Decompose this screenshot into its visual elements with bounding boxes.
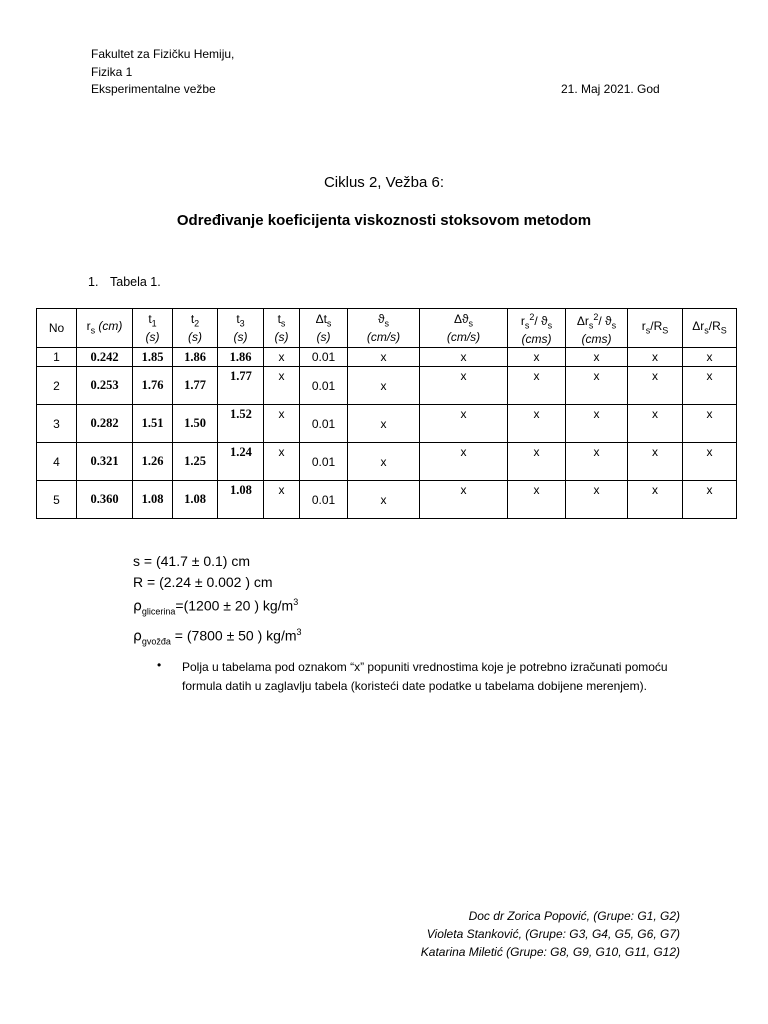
table-cell: x bbox=[348, 348, 420, 367]
distance-constant: s = (41.7 ± 0.1) cm bbox=[133, 553, 251, 569]
table-row bbox=[37, 367, 737, 405]
radius-constant: R = (2.24 ± 0.002 ) cm bbox=[133, 573, 273, 590]
bullet-icon: • bbox=[157, 658, 162, 672]
table-cell: 3 bbox=[37, 405, 77, 443]
table-cell: 2 bbox=[37, 367, 77, 405]
table-cell: 1.08 bbox=[218, 481, 264, 519]
section-number: 1. bbox=[88, 275, 99, 289]
table-cell: x bbox=[348, 481, 420, 519]
table-row bbox=[37, 405, 737, 443]
table-cell: 0.01 bbox=[300, 405, 348, 443]
section-label bbox=[88, 275, 161, 289]
table-body bbox=[37, 348, 737, 519]
table-cell: x bbox=[420, 348, 508, 367]
table-cell: 1 bbox=[37, 348, 77, 367]
glycerin-density: $\rho_{glicerina}=(1200 \pm 20$ ) $kg/m^3$ bbox=[133, 597, 299, 617]
table-cell: 4 bbox=[37, 443, 77, 481]
table-cell: 0.360 bbox=[77, 481, 133, 519]
table-cell: 1.77 bbox=[218, 367, 264, 405]
table-cell: x bbox=[348, 405, 420, 443]
table-cell: x bbox=[508, 405, 566, 443]
signatures-block bbox=[421, 907, 680, 961]
table-cell: x bbox=[420, 443, 508, 481]
table-cell: 1.86 bbox=[173, 348, 218, 367]
signature-line: Doc dr Zorica Popović, (Grupe: G1, G2) bbox=[468, 909, 680, 923]
section-title: Tabela 1. bbox=[110, 275, 161, 289]
table-cell: 0.282 bbox=[77, 405, 133, 443]
faculty-name: Fakultet za Fizičku Hemiju, bbox=[91, 47, 235, 61]
column-header: $\Delta t_s$ (s) bbox=[300, 309, 348, 348]
table-cell: x bbox=[420, 405, 508, 443]
table-cell: x bbox=[683, 348, 737, 367]
table-row bbox=[37, 481, 737, 519]
table-row bbox=[37, 443, 737, 481]
column-header: $t_s$ (s) bbox=[264, 309, 300, 348]
table-cell: 0.01 bbox=[300, 348, 348, 367]
table-cell: x bbox=[683, 443, 737, 481]
table-cell: 1.08 bbox=[173, 481, 218, 519]
instruction-note bbox=[160, 658, 672, 696]
table-cell: x bbox=[566, 405, 628, 443]
column-header: No bbox=[37, 309, 77, 348]
table-cell: x bbox=[683, 405, 737, 443]
table-cell: x bbox=[683, 367, 737, 405]
measurement-table bbox=[36, 308, 737, 519]
constants-block bbox=[133, 551, 302, 652]
table-cell: 5 bbox=[37, 481, 77, 519]
table-header-row bbox=[37, 309, 737, 348]
cycle-title: Ciklus 2, Vežba 6: bbox=[323, 174, 445, 191]
table-cell: 1.52 bbox=[218, 405, 264, 443]
document-header bbox=[91, 46, 234, 99]
table-cell: 1.25 bbox=[173, 443, 218, 481]
table-cell: x bbox=[508, 481, 566, 519]
column-header: $\Delta r_s^2/$ $ϑ_s$ (cms) bbox=[566, 309, 628, 348]
column-header: $r_s/R_S$ bbox=[628, 309, 683, 348]
table-cell: x bbox=[420, 481, 508, 519]
column-header: $t_1$ (s) bbox=[133, 309, 173, 348]
table-cell: x bbox=[566, 481, 628, 519]
table-cell: 1.50 bbox=[173, 405, 218, 443]
table-cell: x bbox=[264, 481, 300, 519]
table-cell: x bbox=[628, 405, 683, 443]
table-cell: 1.26 bbox=[133, 443, 173, 481]
table-cell: x bbox=[420, 367, 508, 405]
table-cell: 0.01 bbox=[300, 367, 348, 405]
course-name: Fizika 1 bbox=[91, 64, 133, 79]
table-cell: x bbox=[628, 348, 683, 367]
table-cell: x bbox=[566, 443, 628, 481]
iron-density: $\rho_{gvožđa} = (7800 \pm 50$ ) $kg/m^3$ bbox=[133, 626, 302, 647]
table-cell: x bbox=[628, 443, 683, 481]
table-cell: 1.24 bbox=[218, 443, 264, 481]
experiment-title: Određivanje koeficijenta viskoznosti stoksovom metodom bbox=[176, 212, 592, 229]
table-cell: x bbox=[628, 367, 683, 405]
column-header: $\Delta r_s/R_S$ bbox=[683, 309, 737, 348]
table-cell: 0.242 bbox=[77, 348, 133, 367]
table-cell: x bbox=[264, 348, 300, 367]
table-cell: x bbox=[508, 367, 566, 405]
document-date: 21. Maj 2021. God bbox=[561, 82, 660, 96]
table-cell: 1.77 bbox=[173, 367, 218, 405]
column-header: $t_3$ (s) bbox=[218, 309, 264, 348]
table-cell: 1.51 bbox=[133, 405, 173, 443]
table-cell: x bbox=[508, 443, 566, 481]
table-cell: x bbox=[566, 367, 628, 405]
table-row bbox=[37, 348, 737, 367]
signature-line: Violeta Stanković, (Grupe: G3, G4, G5, G6, G7) bbox=[426, 927, 680, 941]
table-cell: 1.08 bbox=[133, 481, 173, 519]
column-header: $t_2$ (s) bbox=[173, 309, 218, 348]
table-cell: x bbox=[566, 348, 628, 367]
table-cell: 1.86 bbox=[218, 348, 264, 367]
table-cell: x bbox=[348, 367, 420, 405]
signature-line: Katarina Miletić (Grupe: G8, G9, G10, G11, G12) bbox=[420, 945, 680, 959]
table-cell: x bbox=[508, 348, 566, 367]
exercise-type: Eksperimentalne vežbe bbox=[91, 82, 216, 96]
instruction-text: Polja u tabelama pod oznakom “x” popuniti vrednostima koje je potrebno izračunati pomoću formula datih u zaglavlju tabela (koristeći date podatke u tabelama dobijene merenjem). bbox=[182, 660, 668, 693]
table-cell: 1.85 bbox=[133, 348, 173, 367]
table-cell: x bbox=[348, 443, 420, 481]
column-header: $r_s^2/$ $ϑ_s$ (cms) bbox=[508, 309, 566, 348]
table-cell: x bbox=[264, 405, 300, 443]
table-cell: 0.321 bbox=[77, 443, 133, 481]
table-cell: 1.76 bbox=[133, 367, 173, 405]
table-cell: x bbox=[683, 481, 737, 519]
column-header: $\Delta ϑ_s$ (cm/s) bbox=[420, 309, 508, 348]
table-cell: x bbox=[628, 481, 683, 519]
column-header: $ϑ_s$ (cm/s) bbox=[348, 309, 420, 348]
table-cell: x bbox=[264, 367, 300, 405]
table-cell: 0.01 bbox=[300, 443, 348, 481]
table-cell: 0.01 bbox=[300, 481, 348, 519]
table-cell: 0.253 bbox=[77, 367, 133, 405]
column-header: $r_s$ (cm) bbox=[77, 309, 133, 348]
table-cell: x bbox=[264, 443, 300, 481]
